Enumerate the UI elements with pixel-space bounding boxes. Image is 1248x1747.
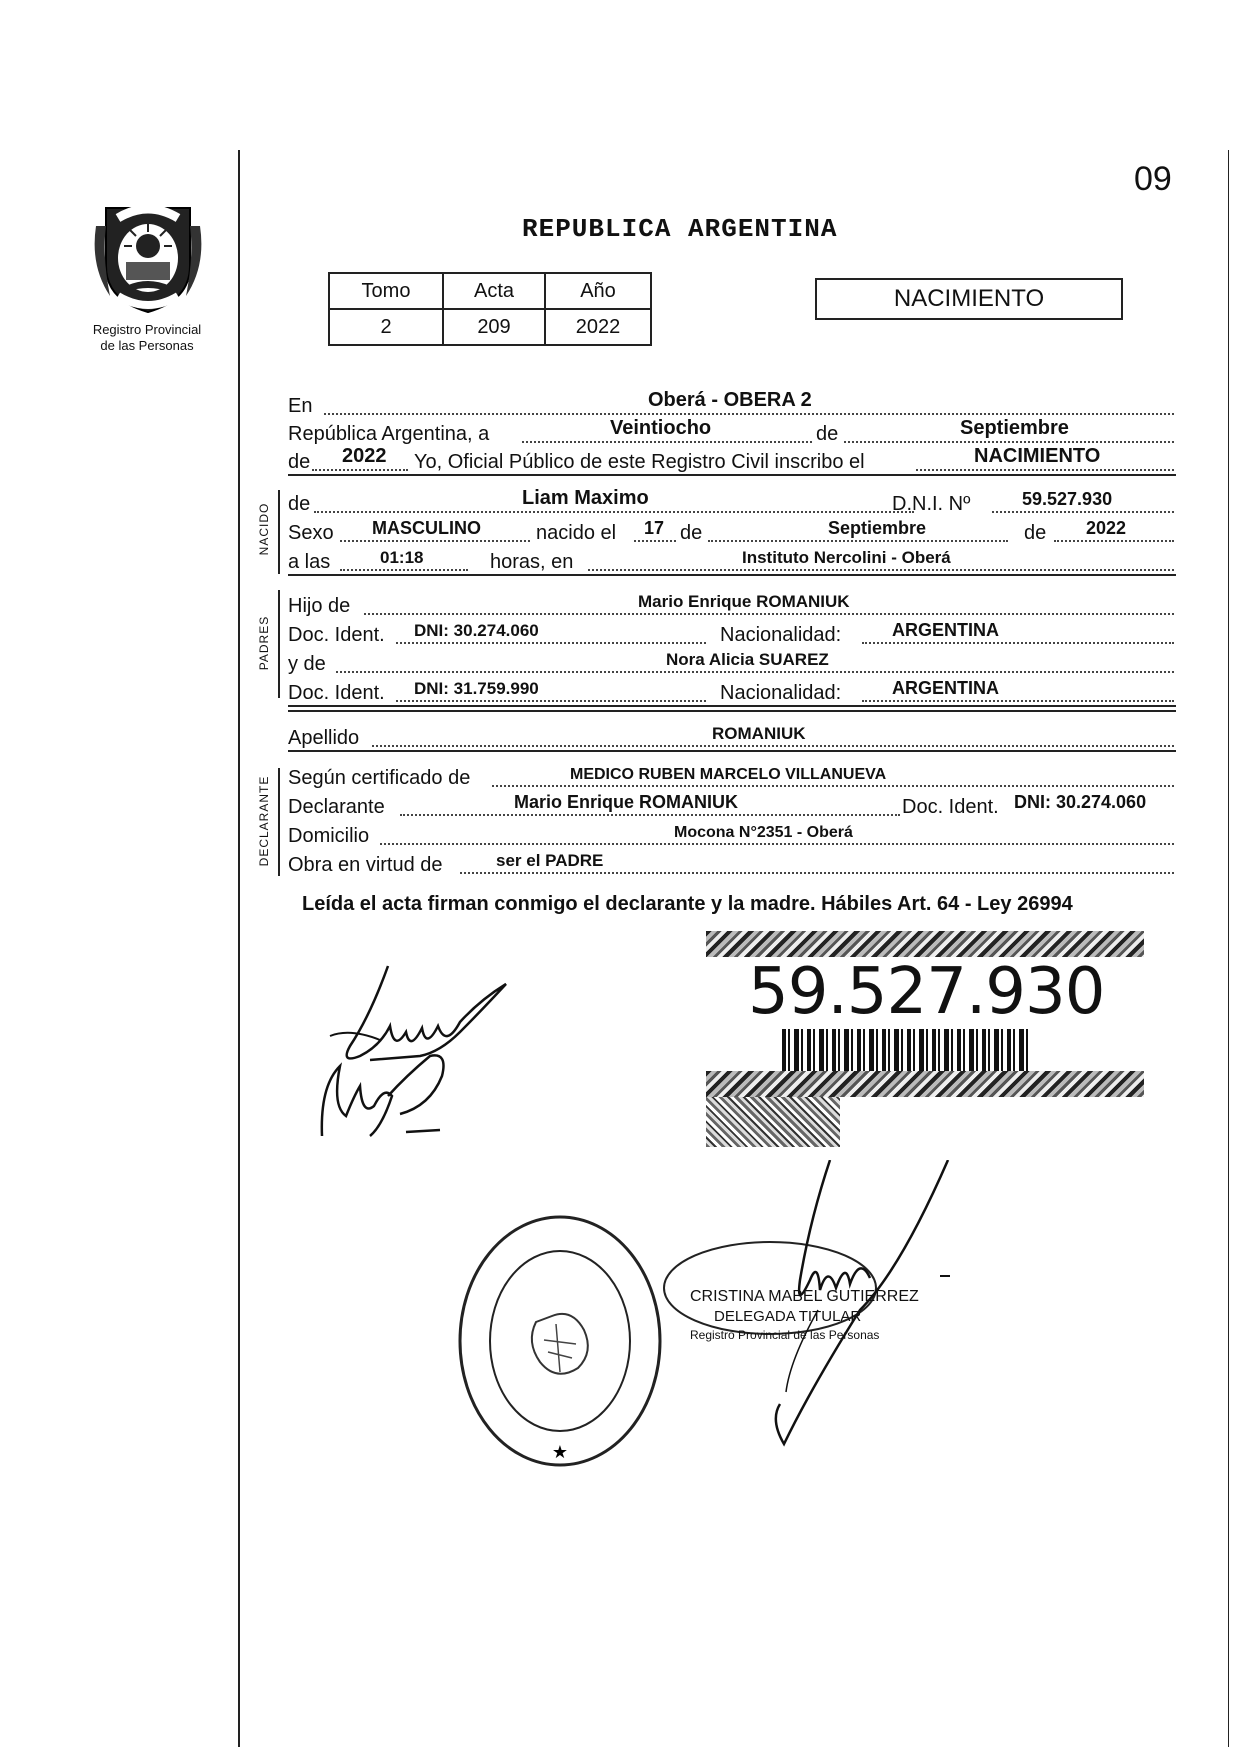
born-sex-label: Sexo xyxy=(288,522,334,544)
born-dni-label: D.N.I. Nº xyxy=(892,493,971,515)
address-label: Domicilio xyxy=(288,825,370,847)
sticker-security-band-top xyxy=(706,931,1144,957)
surname-value: ROMANIUK xyxy=(712,724,806,743)
reading-note: Leída el acta firman conmigo el declarante y la madre. Hábiles Art. 64 - Ley 26994 xyxy=(302,893,1073,915)
row-father xyxy=(288,590,1176,620)
right-margin-line xyxy=(1228,150,1229,1747)
row-father-doc xyxy=(288,619,1176,649)
father-doc-label: Doc. Ident. xyxy=(288,624,385,646)
stamp-line3: Registro Provincial de las Personas xyxy=(690,1328,880,1342)
declarant-name: Mario Enrique ROMANIUK xyxy=(514,792,739,812)
born-of-label-2: de xyxy=(680,522,703,544)
register-table xyxy=(328,272,652,346)
parents-bottom-rule xyxy=(288,710,1176,712)
reason-value: ser el PADRE xyxy=(496,851,604,870)
row-reason xyxy=(288,849,1176,879)
date-of-label: de xyxy=(816,423,839,445)
declarante-section-bar xyxy=(278,768,280,876)
year-value: 2022 xyxy=(342,445,387,467)
born-of-label: de xyxy=(288,493,311,515)
sticker-security-patch xyxy=(706,1097,840,1147)
born-year: 2022 xyxy=(1086,518,1127,538)
padres-section-bar xyxy=(278,590,280,698)
svg-text:★: ★ xyxy=(551,1442,569,1463)
row-mother xyxy=(288,648,1176,678)
left-margin-line xyxy=(238,150,240,1747)
declarante-section-label: DECLARANTE xyxy=(257,775,271,867)
declarant-signature-icon xyxy=(310,956,530,1156)
coat-of-arms-icon xyxy=(88,196,208,316)
father-name: Mario Enrique ROMANIUK xyxy=(638,592,850,611)
row-born-name xyxy=(288,488,1176,518)
registry-name-line2: de las Personas xyxy=(100,338,194,353)
act-type-label: NACIMIENTO xyxy=(893,285,1045,312)
register-header-acta: Acta xyxy=(443,273,545,309)
surname-label: Apellido xyxy=(288,727,360,749)
born-hours-label: horas, en xyxy=(490,551,574,573)
born-place: Instituto Nercolini - Oberá xyxy=(742,548,951,567)
born-day: 17 xyxy=(644,518,665,538)
mother-nat-label: Nacionalidad: xyxy=(720,682,842,704)
mother-nat: ARGENTINA xyxy=(892,678,999,698)
declarant-doc-label: Doc. Ident. xyxy=(902,796,999,818)
born-month: Septiembre xyxy=(828,518,927,538)
row-year xyxy=(288,446,1176,476)
year-text: Yo, Oficial Público de este Registro Civil inscribo el xyxy=(414,451,865,473)
nacido-section-label: NACIDO xyxy=(257,502,271,556)
place-label: En xyxy=(288,395,313,417)
born-time-label: a las xyxy=(288,551,331,573)
padres-section-label: PADRES xyxy=(257,615,271,671)
registry-name-line1: Registro Provincial xyxy=(92,322,202,337)
sticker-barcode-icon xyxy=(782,1029,1028,1075)
act-type-box xyxy=(815,278,1123,320)
row-certificate xyxy=(288,762,1176,792)
date-month: Septiembre xyxy=(960,417,1069,439)
nacido-section-bar xyxy=(278,490,280,574)
stamp-line2: DELEGADA TITULAR xyxy=(714,1308,862,1325)
row-declarant xyxy=(288,791,1176,821)
register-header-ano: Año xyxy=(545,273,651,309)
date-label: República Argentina, a xyxy=(288,423,490,445)
register-header-tomo: Tomo xyxy=(329,273,443,309)
born-born-label: nacido el xyxy=(536,522,617,544)
sticker-security-band-bottom xyxy=(706,1071,1144,1097)
father-nat-label: Nacionalidad: xyxy=(720,624,842,646)
row-surname xyxy=(288,722,1176,752)
stamp-line1: CRISTINA MABEL GUTIERREZ xyxy=(690,1288,919,1305)
delegate-signature-icon xyxy=(700,1160,960,1460)
declarant-doc: DNI: 30.274.060 xyxy=(1014,792,1147,812)
mother-doc: DNI: 31.759.990 xyxy=(414,679,539,698)
born-time: 01:18 xyxy=(380,548,424,567)
official-seal xyxy=(456,1212,664,1470)
place-value: Oberá - OBERA 2 xyxy=(648,389,812,411)
mother-label: y de xyxy=(288,653,326,675)
certificate-value: MEDICO RUBEN MARCELO VILLANUEVA xyxy=(570,766,887,783)
register-table-header xyxy=(329,273,651,309)
year-act-value: NACIMIENTO xyxy=(974,445,1101,467)
born-dni: 59.527.930 xyxy=(1022,489,1113,509)
row-born-sex xyxy=(288,517,1176,547)
seal-emblem-icon xyxy=(456,1212,664,1470)
declarant-label: Declarante xyxy=(288,796,385,818)
born-sex: MASCULINO xyxy=(372,518,481,538)
country-title: REPUBLICA ARGENTINA xyxy=(522,214,838,244)
date-day: Veintiocho xyxy=(610,417,712,439)
address-value: Mocona N°2351 - Oberá xyxy=(674,824,853,841)
register-value-acta: 209 xyxy=(443,309,545,345)
reason-label: Obra en virtud de xyxy=(288,854,443,876)
registry-name xyxy=(72,322,222,354)
born-name: Liam Maximo xyxy=(522,487,649,509)
register-value-ano: 2022 xyxy=(545,309,651,345)
row-date xyxy=(288,418,1176,448)
row-born-time xyxy=(288,546,1176,576)
father-label: Hijo de xyxy=(288,595,351,617)
mother-name: Nora Alicia SUAREZ xyxy=(666,650,829,669)
father-nat: ARGENTINA xyxy=(892,620,999,640)
register-table-values xyxy=(329,309,651,345)
row-address xyxy=(288,820,1176,850)
certificate-label: Según certificado de xyxy=(288,767,471,789)
register-value-tomo: 2 xyxy=(329,309,443,345)
father-doc: DNI: 30.274.060 xyxy=(414,621,539,640)
page-number: 09 xyxy=(1134,160,1172,198)
row-place xyxy=(288,390,1176,420)
id-sticker xyxy=(700,925,1146,1155)
sticker-number: 59.527.930 xyxy=(748,955,1105,1029)
year-of-label: de xyxy=(288,451,311,473)
province-logo xyxy=(88,196,208,316)
row-mother-doc xyxy=(288,677,1176,707)
mother-doc-label: Doc. Ident. xyxy=(288,682,385,704)
born-of-label-3: de xyxy=(1024,522,1047,544)
